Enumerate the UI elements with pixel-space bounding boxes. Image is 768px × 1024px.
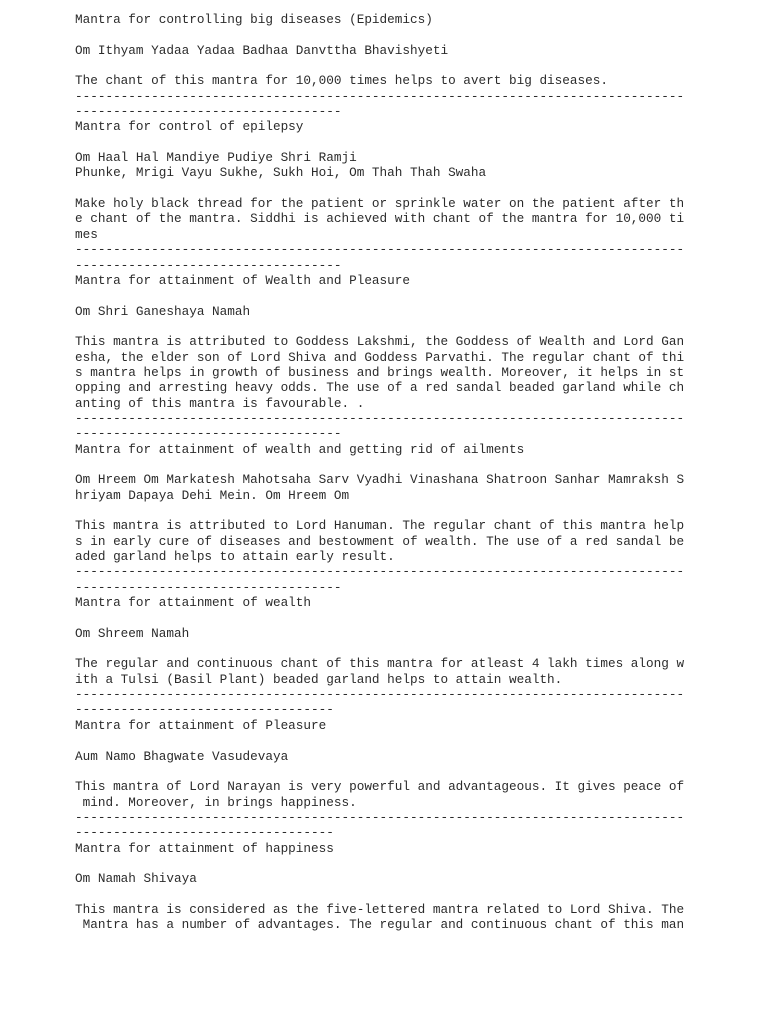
separator-line: ---------------------------------- — [75, 825, 334, 841]
text-line: This mantra is attributed to Lord Hanuman. The regular chant of this mantra help — [75, 518, 685, 534]
separator-line: ----------------------------------- — [75, 257, 342, 273]
blank-line — [75, 27, 755, 42]
blank-line — [75, 887, 755, 902]
text-line: The chant of this mantra for 10,000 times helps to avert big diseases. — [75, 73, 608, 89]
text-line: opping and arresting heavy odds. The use of a red sandal beaded garland while ch — [75, 380, 685, 396]
document-body — [75, 12, 755, 933]
text-line: Om Namah Shivaya — [75, 871, 197, 887]
blank-line — [75, 135, 755, 150]
blank-line — [75, 764, 755, 779]
blank-line — [75, 856, 755, 871]
text-line: Om Haal Hal Mandiye Pudiye Shri Ramji — [75, 150, 357, 166]
separator-line: -------------------------------------------------------------------------------- — [75, 242, 685, 258]
text-line: s mantra helps in growth of business and brings wealth. Moreover, it helps in st — [75, 364, 685, 380]
section-heading: Mantra for attainment of Pleasure — [75, 717, 327, 733]
text-line: Om Shri Ganeshaya Namah — [75, 303, 251, 319]
text-line: Aum Namo Bhagwate Vasudevaya — [75, 748, 289, 764]
separator-line: -------------------------------------------------------------------------------- — [75, 687, 685, 703]
text-line: s in early cure of diseases and bestowment of wealth. The use of a red sandal be — [75, 533, 685, 549]
text-line: Phunke, Mrigi Vayu Sukhe, Sukh Hoi, Om Thah Thah Swaha — [75, 165, 487, 181]
blank-line — [75, 58, 755, 73]
text-line: Om Hreem Om Markatesh Mahotsaha Sarv Vyadhi Vinashana Shatroon Sanhar Mamraksh S — [75, 472, 685, 488]
blank-line — [75, 181, 755, 196]
text-line: ith a Tulsi (Basil Plant) beaded garland helps to attain wealth. — [75, 671, 563, 687]
text-line: Om Ithyam Yadaa Yadaa Badhaa Danvttha Bhavishyeti — [75, 42, 449, 58]
blank-line — [75, 503, 755, 518]
section-heading: Mantra for attainment of wealth — [75, 595, 312, 611]
text-line: mind. Moreover, in brings happiness. — [75, 794, 357, 810]
separator-line: ----------------------------------- — [75, 104, 342, 120]
text-line: aded garland helps to attain early result. — [75, 549, 395, 565]
text-line: e chant of the mantra. Siddhi is achieved with chant of the mantra for 10,000 ti — [75, 211, 685, 227]
separator-line: -------------------------------------------------------------------------------- — [75, 564, 685, 580]
section-heading: Mantra for control of epilepsy — [75, 119, 304, 135]
separator-line: -------------------------------------------------------------------------------- — [75, 88, 685, 104]
separator-line: -------------------------------------------------------------------------------- — [75, 410, 685, 426]
section-heading: Mantra for attainment of Wealth and Pleasure — [75, 272, 411, 288]
text-line: This mantra is attributed to Goddess Lakshmi, the Goddess of Wealth and Lord Gan — [75, 334, 685, 350]
section-heading: Mantra for attainment of happiness — [75, 840, 334, 856]
blank-line — [75, 641, 755, 656]
section-heading: Mantra for controlling big diseases (Epidemics) — [75, 12, 433, 27]
separator-line: -------------------------------------------------------------------------------- — [75, 809, 685, 825]
blank-line — [75, 733, 755, 748]
text-line: hriyam Dapaya Dehi Mein. Om Hreem Om — [75, 487, 350, 503]
blank-line — [75, 457, 755, 472]
separator-line: ----------------------------------- — [75, 579, 342, 595]
text-line: anting of this mantra is favourable. . — [75, 395, 365, 411]
separator-line: ---------------------------------- — [75, 702, 334, 718]
text-line: mes — [75, 226, 98, 242]
text-line: Om Shreem Namah — [75, 625, 190, 641]
blank-line — [75, 610, 755, 625]
text-line: Mantra has a number of advantages. The regular and continuous chant of this man — [75, 917, 685, 933]
blank-line — [75, 319, 755, 334]
text-line: Make holy black thread for the patient or sprinkle water on the patient after th — [75, 196, 685, 212]
separator-line: ----------------------------------- — [75, 426, 342, 442]
blank-line — [75, 288, 755, 303]
text-line: The regular and continuous chant of this mantra for atleast 4 lakh times along w — [75, 656, 685, 672]
text-line: This mantra of Lord Narayan is very powerful and advantageous. It gives peace of — [75, 779, 685, 795]
text-line: esha, the elder son of Lord Shiva and Goddess Parvathi. The regular chant of thi — [75, 349, 685, 365]
section-heading: Mantra for attainment of wealth and getting rid of ailments — [75, 441, 525, 457]
text-line: This mantra is considered as the five-lettered mantra related to Lord Shiva. The — [75, 901, 685, 917]
